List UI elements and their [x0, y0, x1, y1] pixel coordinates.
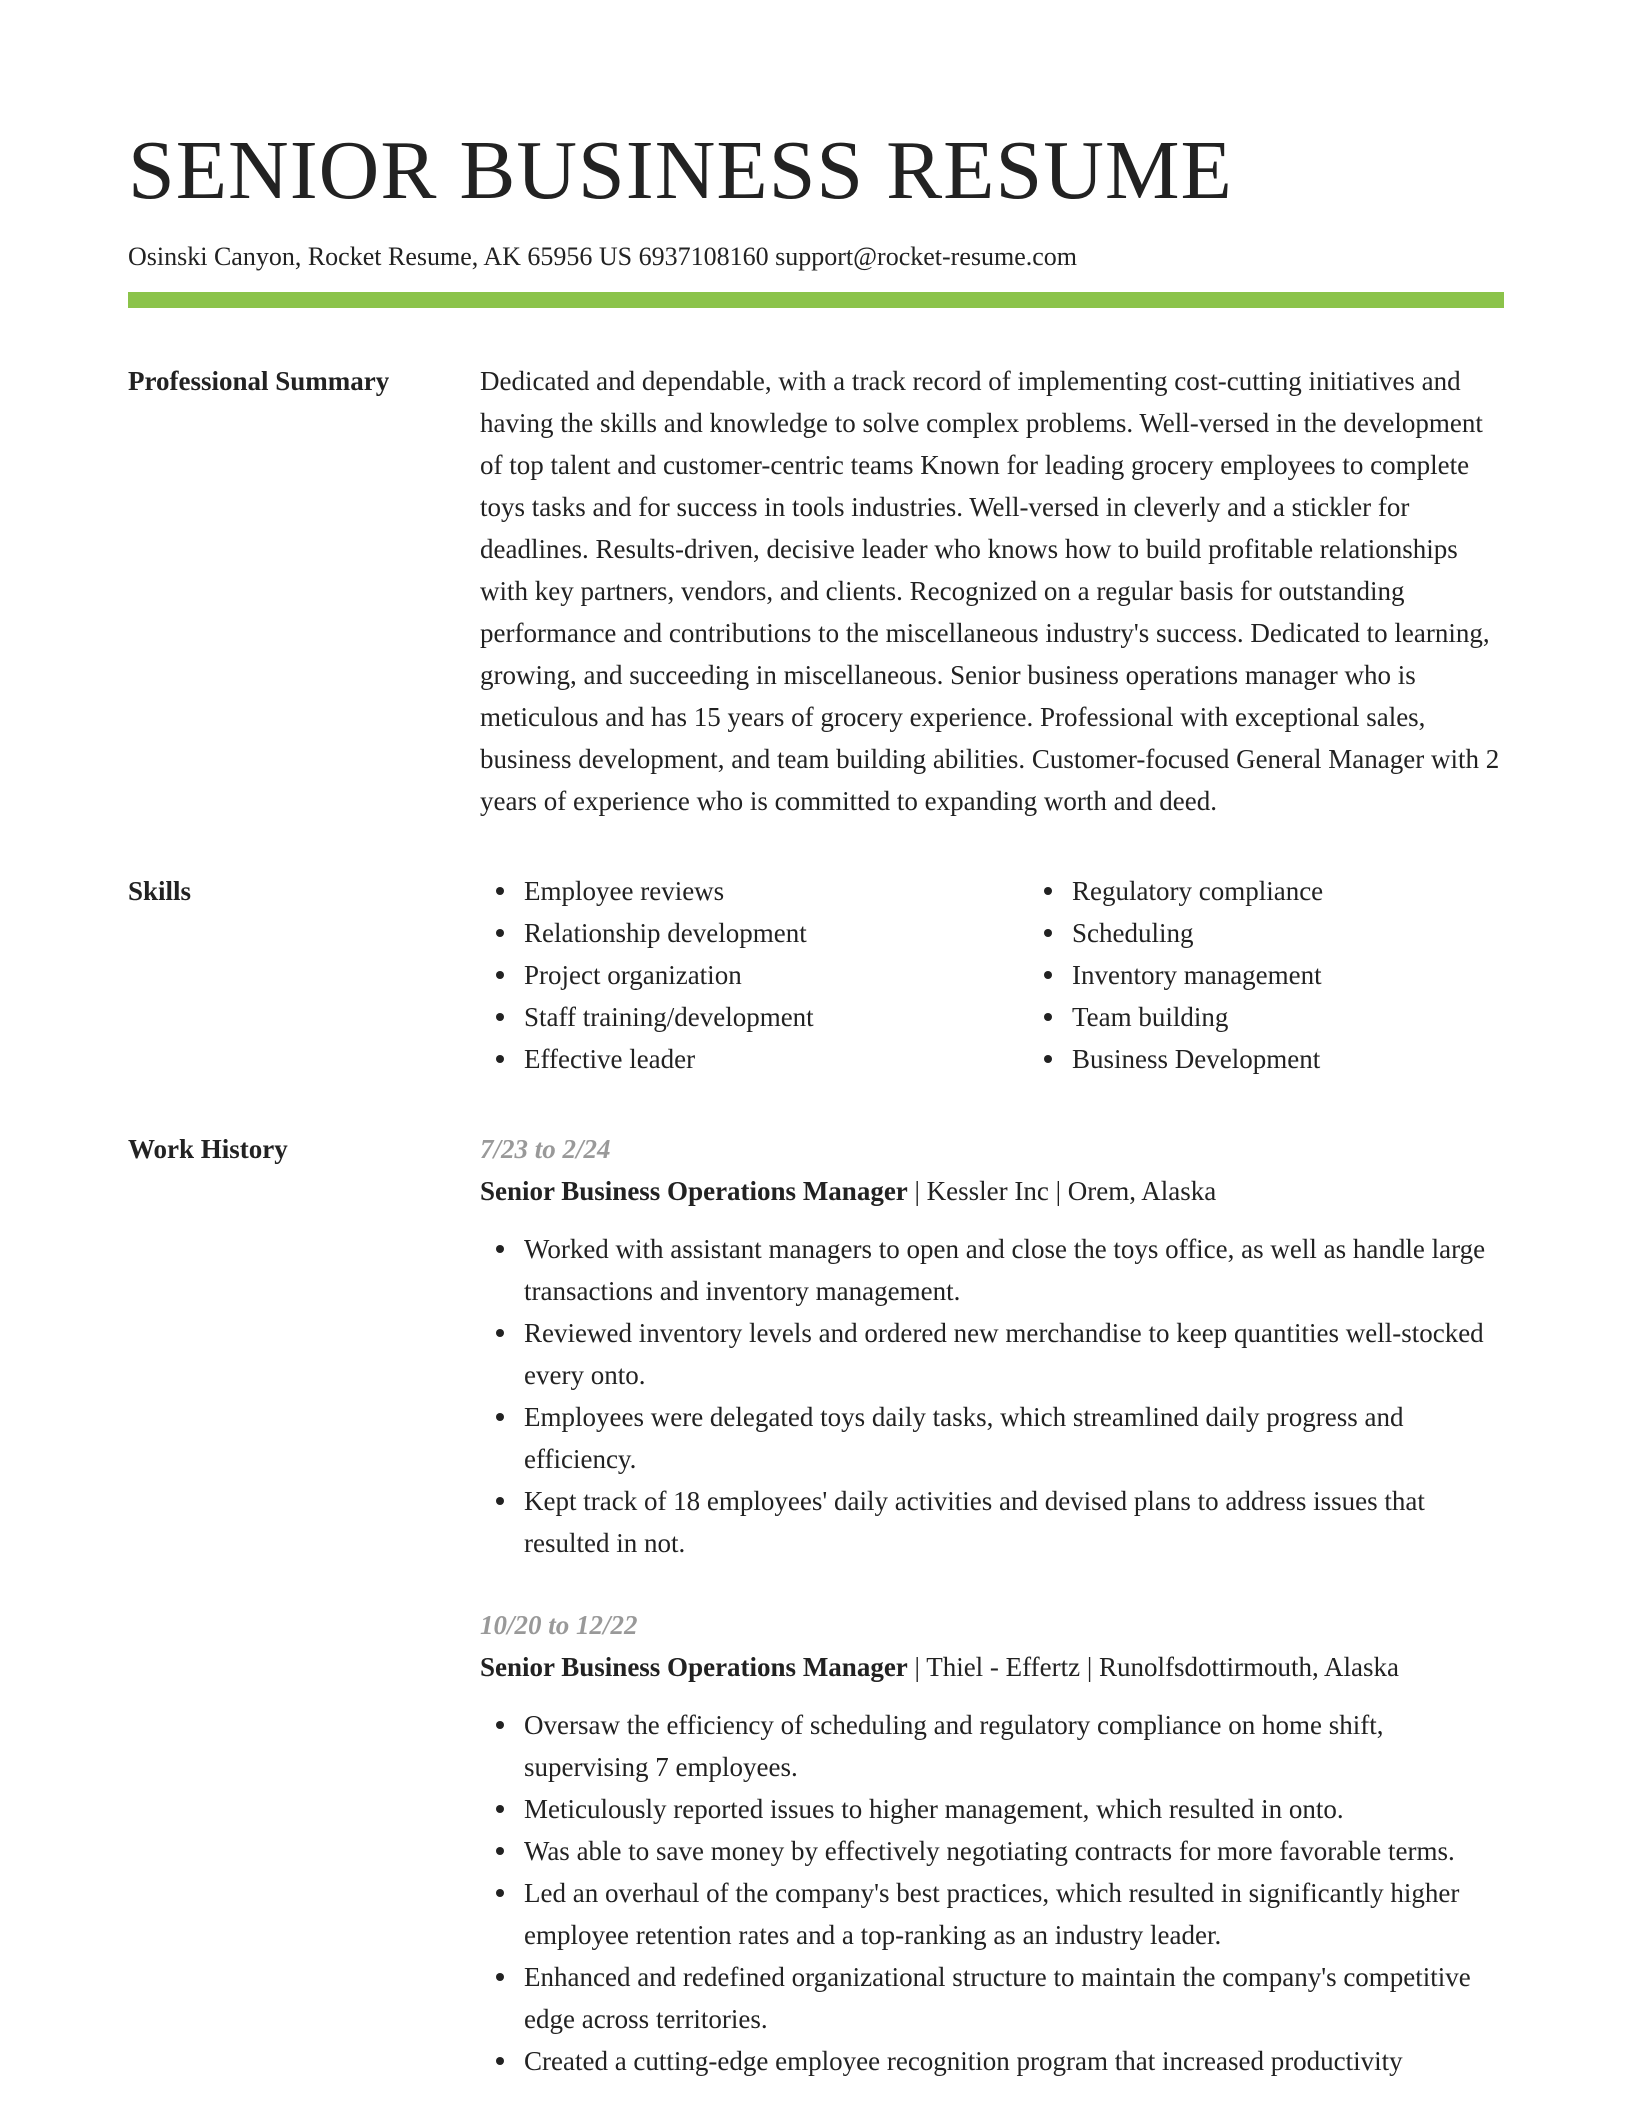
- skills-body: [480, 870, 1532, 1080]
- resume-title: SENIOR BUSINESS RESUME: [128, 124, 1233, 217]
- job-header: [480, 1646, 1504, 1688]
- summary-body: [480, 360, 1504, 822]
- job-bullet: Created a cutting-edge employee recognition program that increased productivity: [524, 2040, 1504, 2082]
- skills-section: [128, 870, 1504, 1080]
- job-bullet: Worked with assistant managers to open and close the toys office, as well as handle large transactions and inventory management.: [524, 1228, 1504, 1312]
- job-title: Senior Business Operations Manager: [480, 1176, 908, 1206]
- skill-item: Relationship development: [524, 912, 1028, 954]
- skill-item: Inventory management: [1072, 954, 1532, 996]
- job-dates: 7/23 to 2/24: [480, 1134, 611, 1164]
- skill-item: Scheduling: [1072, 912, 1532, 954]
- job-bullet: Oversaw the efficiency of scheduling and regulatory compliance on home shift, supervising 7 employees.: [524, 1704, 1504, 1788]
- work-history-body: [480, 1128, 1504, 2122]
- skill-item: Regulatory compliance: [1072, 870, 1532, 912]
- summary-text: Dedicated and dependable, with a track record of implementing cost-cutting initiatives and having the skills and knowledge to solve complex problems. Well-versed in the development of top talent and customer-centric teams Known for leading grocery employees to complete toys tasks and for success in tools industries. Well-versed in cleverly and a stickler for deadlines. Results-driven, decisive leader who knows how to build profitable relationships with key partners, vendors, and clients. Recognized on a regular basis for outstanding performance and contributions to the miscellaneous industry's success. Dedicated to learning, growing, and succeeding in miscellaneous. Senior business operations manager who is meticulous and has 15 years of grocery experience. Professional with exceptional sales, business development, and team building abilities. Customer-focused General Manager with 2 years of experience who is committed to expanding worth and deed.: [480, 366, 1500, 816]
- job-header: [480, 1170, 1504, 1212]
- skills-grid: [480, 870, 1532, 1080]
- job-entry: [480, 1128, 1504, 1564]
- skill-item: Effective leader: [524, 1038, 1028, 1080]
- job-entry: [480, 1604, 1504, 2082]
- job-bullet: Was able to save money by effectively negotiating contracts for more favorable terms.: [524, 1830, 1504, 1872]
- skill-item: Business Development: [1072, 1038, 1532, 1080]
- job-bullet: Led an overhaul of the company's best practices, which resulted in significantly higher employee retention rates and a top-ranking as an industry leader.: [524, 1872, 1504, 1956]
- skill-item: Staff training/development: [524, 996, 1028, 1038]
- job-bullet: Enhanced and redefined organizational structure to maintain the company's competitive edge across territories.: [524, 1956, 1504, 2040]
- work-history-section: [128, 1128, 1504, 2122]
- job-details: | Kessler Inc | Orem, Alaska: [907, 1176, 1217, 1206]
- job-bullet: Meticulously reported issues to higher management, which resulted in onto.: [524, 1788, 1504, 1830]
- summary-label: Professional Summary: [128, 366, 390, 396]
- skill-item: Employee reviews: [524, 870, 1028, 912]
- summary-section: [128, 360, 1504, 822]
- skills-column-right: [1028, 870, 1532, 1080]
- skill-item: Project organization: [524, 954, 1028, 996]
- job-bullet: Employees were delegated toys daily tasks, which streamlined daily progress and efficiency.: [524, 1396, 1504, 1480]
- job-bullets: [480, 1228, 1504, 1564]
- resume-page: [128, 0, 1504, 2122]
- job-dates: 10/20 to 12/22: [480, 1610, 638, 1640]
- accent-divider: [128, 292, 1504, 308]
- job-bullets: [480, 1704, 1504, 2082]
- contact-info: Osinski Canyon, Rocket Resume, AK 65956 US 6937108160 support@rocket-resume.com: [128, 242, 1078, 271]
- job-details: | Thiel - Effertz | Runolfsdottirmouth, Alaska: [907, 1652, 1400, 1682]
- job-title: Senior Business Operations Manager: [480, 1652, 908, 1682]
- skills-label: Skills: [128, 876, 192, 906]
- work-history-label: Work History: [128, 1134, 288, 1164]
- skills-column-left: [480, 870, 1028, 1080]
- skill-item: Team building: [1072, 996, 1532, 1038]
- job-bullet: Kept track of 18 employees' daily activities and devised plans to address issues that resulted in not.: [524, 1480, 1504, 1564]
- job-bullet: Reviewed inventory levels and ordered new merchandise to keep quantities well-stocked every onto.: [524, 1312, 1504, 1396]
